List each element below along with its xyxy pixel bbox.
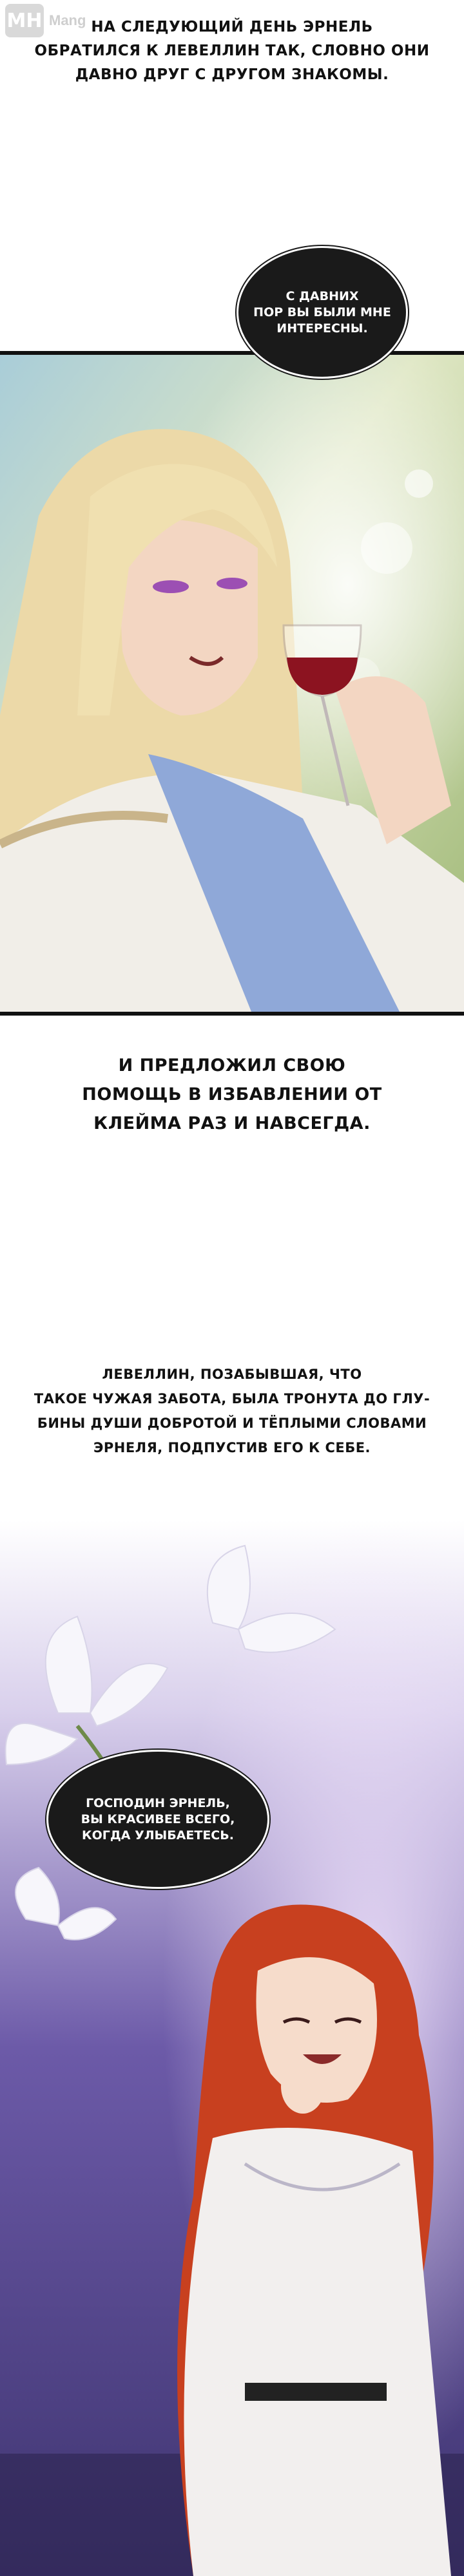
bubble-line: ПОР ВЫ БЫЛИ МНЕ bbox=[253, 305, 391, 319]
narration-line: ДАВНО ДРУГ С ДРУГОМ ЗНАКОМЫ. bbox=[75, 66, 389, 83]
illustration-woman bbox=[0, 1520, 464, 2576]
logo-mark: MH bbox=[5, 4, 44, 37]
panel-woman-laughing bbox=[0, 1520, 464, 2576]
narration-line: БИНЫ ДУШИ ДОБРОТОЙ И ТЁПЛЫМИ СЛОВАМИ bbox=[37, 1416, 427, 1431]
illustration-man bbox=[0, 355, 464, 1012]
speech-bubble-2 bbox=[48, 1752, 267, 1887]
narration-line: ЛЕВЕЛЛИН, ПОЗАБЫВШАЯ, ЧТО bbox=[102, 1367, 362, 1382]
panel-man-with-wine bbox=[0, 351, 464, 1016]
narration-line: И ПРЕДЛОЖИЛ СВОЮ bbox=[118, 1056, 346, 1075]
narration-line: ЭРНЕЛЯ, ПОДПУСТИВ ЕГО К СЕБЕ. bbox=[93, 1440, 371, 1455]
narration-line: ОБРАТИЛСЯ К ЛЕВЕЛЛИН ТАК, СЛОВНО ОНИ bbox=[34, 43, 430, 59]
bubble-line: КОГДА УЛЫБАЕТЕСЬ. bbox=[82, 1828, 234, 1842]
bubble-line: ИНТЕРЕСНЫ. bbox=[276, 321, 368, 336]
bubble-line: ВЫ КРАСИВЕЕ ВСЕГО, bbox=[81, 1812, 235, 1826]
narration-top bbox=[0, 15, 464, 87]
narration-line: КЛЕЙМА РАЗ И НАВСЕГДА. bbox=[93, 1113, 371, 1133]
logo-text: Mang bbox=[49, 12, 86, 28]
narration-middle bbox=[0, 1051, 464, 1138]
speech-bubble-1 bbox=[238, 248, 406, 377]
narration-lower bbox=[0, 1362, 464, 1460]
narration-line: ТАКОЕ ЧУЖАЯ ЗАБОТА, БЫЛА ТРОНУТА ДО ГЛУ- bbox=[34, 1391, 430, 1406]
bubble-line: ГОСПОДИН ЭРНЕЛЬ, bbox=[86, 1795, 230, 1810]
bubble-line: С ДАВНИХ bbox=[285, 289, 359, 303]
narration-line: ПОМОЩЬ В ИЗБАВЛЕНИИ ОТ bbox=[82, 1084, 382, 1104]
narration-line: НА СЛЕДУЮЩИЙ ДЕНЬ ЭРНЕЛЬ bbox=[91, 19, 373, 35]
